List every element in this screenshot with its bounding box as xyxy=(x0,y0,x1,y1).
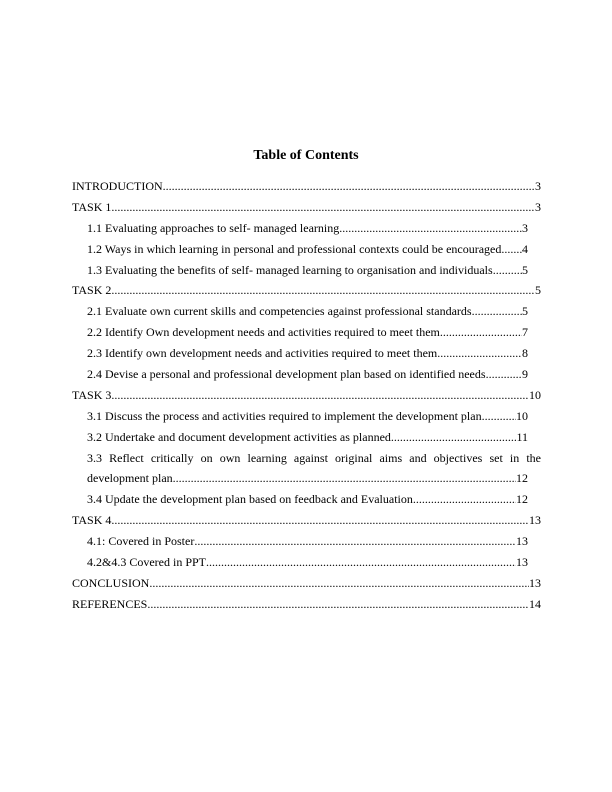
toc-entry-3-4[interactable] xyxy=(72,489,541,510)
toc-entry-2-2[interactable] xyxy=(72,322,541,343)
toc-entry-label: 3.2 Undertake and document development activities as planned xyxy=(87,429,391,444)
toc-entry-label: 4.2&4.3 Covered in PPT xyxy=(87,555,206,570)
toc-page-number: 5 xyxy=(535,283,541,298)
toc-entry-label: 1.1 Evaluating approaches to self- managed learning xyxy=(87,220,340,235)
toc-entry-label: 3.1 Discuss the process and activities required to implement the development plan xyxy=(87,408,482,423)
toc-leader-dots xyxy=(437,343,522,364)
toc-leader-dots xyxy=(413,489,516,510)
toc-leader-dots xyxy=(339,218,522,239)
toc-entry-label: 2.3 Identify own development needs and activities required to meet them xyxy=(87,346,438,361)
toc-entry-label: 1.2 Ways in which learning in personal and professional contexts could be encouraged xyxy=(87,241,502,256)
toc-entry-label: 1.3 Evaluating the benefits of self- managed learning to organisation and individuals xyxy=(87,262,493,277)
toc-leader-dots xyxy=(194,531,516,552)
toc-entry-label: 2.2 Identify Own development needs and activities required to meet them. xyxy=(87,325,443,340)
toc-title: Table of Contents xyxy=(253,148,359,163)
toc-page-number: 4 xyxy=(522,241,528,256)
toc-entry-task-1[interactable] xyxy=(72,197,541,218)
toc-page-number: 5 xyxy=(522,304,528,319)
toc-entry-3-1[interactable] xyxy=(72,406,541,427)
toc-page-number: 8 xyxy=(522,346,528,361)
toc-entry-2-1[interactable] xyxy=(72,301,541,322)
toc-entry-label: 3.4 Update the development plan based on feedback and Evaluation xyxy=(87,492,413,507)
toc-entry-label: TASK 2 xyxy=(72,283,112,298)
toc-entry-label-line1: 3.3 Reflect critically on own learning against original aims and objectives set in the xyxy=(87,450,541,465)
toc-page-number: 3 xyxy=(535,199,541,214)
toc-leader-dots xyxy=(111,280,535,301)
toc-page-number: 7 xyxy=(522,325,528,340)
toc-entry-1-3[interactable] xyxy=(72,260,541,281)
toc-entry-label: 2.1 Evaluate own current skills and competencies against professional standards xyxy=(87,304,472,319)
toc-entry-4-1[interactable] xyxy=(72,531,541,552)
toc-leader-dots xyxy=(111,385,529,406)
toc-entry-label: TASK 3 xyxy=(72,387,112,402)
toc-list xyxy=(72,176,541,615)
toc-page-number: 5 xyxy=(522,262,528,277)
toc-entry-2-3[interactable] xyxy=(72,343,541,364)
toc-entry-3-3[interactable] xyxy=(72,448,541,490)
toc-page-number: 3 xyxy=(535,179,541,193)
toc-leader-dots xyxy=(486,364,522,385)
toc-entry-introduction[interactable] xyxy=(72,176,541,197)
toc-entry-4-2-4-3[interactable] xyxy=(72,552,541,573)
toc-leader-dots xyxy=(149,573,529,594)
toc-page-number: 13 xyxy=(529,575,541,590)
toc-page-number: 11 xyxy=(516,429,528,444)
toc-page-number: 10 xyxy=(516,408,528,423)
toc-entry-label: TASK 1 xyxy=(72,199,112,214)
toc-entry-label: 2.4 Devise a personal and professional development plan based on identified needs xyxy=(87,367,486,382)
toc-entry-1-2[interactable] xyxy=(72,239,541,260)
toc-leader-dots xyxy=(472,301,522,322)
toc-leader-dots xyxy=(501,239,522,260)
toc-entry-conclusion[interactable] xyxy=(72,573,541,594)
toc-page-number: 14 xyxy=(529,596,541,611)
toc-leader-dots xyxy=(482,406,516,427)
toc-entry-task-3[interactable] xyxy=(72,385,541,406)
toc-page-number: 12 xyxy=(516,471,528,486)
toc-page-number: 13 xyxy=(516,534,528,549)
toc-page-number: 3 xyxy=(522,220,528,235)
toc-leader-dots xyxy=(206,552,516,573)
toc-entry-label: REFERENCES xyxy=(72,596,148,611)
toc-page-number: 10 xyxy=(529,387,541,402)
toc-entry-label: INTRODUCTION xyxy=(72,179,163,193)
toc-leader-dots xyxy=(443,322,522,343)
toc-leader-dots xyxy=(391,427,517,448)
toc-entry-task-4[interactable] xyxy=(72,510,541,531)
toc-entry-task-2[interactable] xyxy=(72,280,541,301)
toc-entry-label: 4.1: Covered in Poster xyxy=(87,534,195,549)
toc-entry-1-1[interactable] xyxy=(72,218,541,239)
toc-leader-dots xyxy=(147,594,529,615)
toc-entry-label: TASK 4 xyxy=(72,513,112,528)
toc-entry-3-2[interactable] xyxy=(72,427,541,448)
toc-page-number: 13 xyxy=(516,555,528,570)
toc-leader-dots xyxy=(163,176,535,197)
toc-entry-line2 xyxy=(87,468,541,489)
toc-entry-references[interactable] xyxy=(72,594,541,615)
toc-page-number: 9 xyxy=(522,367,528,382)
toc-page-number: 13 xyxy=(529,513,541,528)
toc-entry-label: CONCLUSION xyxy=(72,575,150,590)
toc-leader-dots xyxy=(493,260,522,281)
toc-leader-dots xyxy=(173,468,516,489)
toc-entry-label-line2: development plan xyxy=(87,471,173,486)
toc-page-number: 12 xyxy=(516,492,528,507)
toc-entry-2-4[interactable] xyxy=(72,364,541,385)
toc-leader-dots xyxy=(111,510,529,531)
toc-leader-dots xyxy=(111,197,535,218)
